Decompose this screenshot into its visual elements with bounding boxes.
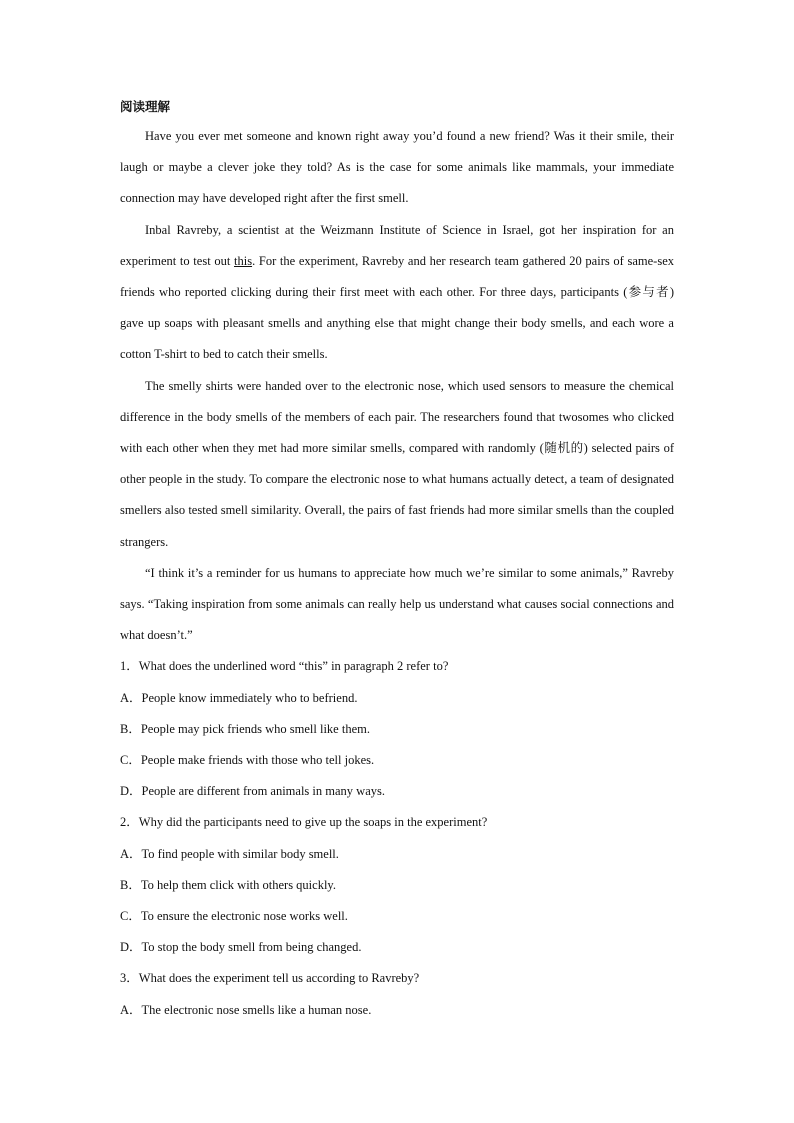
question-text: What does the underlined word “this” in paragraph 2 refer to?	[138, 659, 449, 674]
question-3	[120, 963, 674, 994]
option-text: People may pick friends who smell like them.	[140, 721, 370, 736]
underlined-word: this	[234, 253, 253, 268]
passage-paragraph-2	[120, 215, 674, 371]
question-1-option-d	[120, 776, 674, 807]
option-text: To find people with similar body smell.	[141, 846, 339, 861]
option-text: The electronic nose smells like a human nose.	[141, 1002, 372, 1017]
question-1-option-a	[120, 683, 674, 714]
question-3-option-a	[120, 995, 674, 1026]
section-heading: 阅读理解	[120, 99, 171, 114]
question-1-option-c	[120, 745, 674, 776]
passage-paragraph-1: Have you ever met someone and known right away you’d found a new friend? Was it their smile, their laugh or maybe a clever joke they told? As is the case for some animals like mammals, your immediate connection may have developed right after the first smell.	[120, 129, 674, 206]
passage-paragraph-4: “I think it’s a reminder for us humans to appreciate how much we’re similar to some animals,” Ravreby says. “Taking inspiration from some animals can really help us understand what causes social connections and what doesn’t.”	[120, 565, 674, 643]
option-key: A．	[120, 1002, 142, 1017]
option-key: C．	[120, 753, 141, 768]
document-page	[120, 93, 674, 1026]
question-number: 2．	[120, 815, 139, 830]
question-2-option-c	[120, 901, 674, 932]
paragraph-2-text-after: . For the experiment, Ravreby and her research team gathered 20 pairs of same-sex friends who reported clicking during their first meet with each other. For three days, participants (参与者) gave up soaps with pleasant smells and anything else that might change their body smells, and each wore a cotton T-shirt to bed to catch their smells.	[120, 253, 675, 362]
option-key: A．	[120, 690, 142, 705]
question-2-option-a	[120, 839, 674, 870]
option-text: People are different from animals in many ways.	[141, 784, 385, 799]
option-text: People make friends with those who tell jokes.	[140, 753, 375, 768]
question-number: 1．	[120, 659, 139, 674]
question-2-option-d	[120, 932, 674, 963]
question-2	[120, 807, 674, 838]
option-text: To ensure the electronic nose works well.	[140, 909, 348, 924]
passage-paragraph-3: The smelly shirts were handed over to the electronic nose, which used sensors to measure the chemical difference in the body smells of the members of each pair. The researchers found that twosomes who clicked with each other when they met had more similar smells, compared with randomly (随机的) selected pairs of other people in the study. To compare the electronic nose to what humans actually detect, a team of designated smellers also tested smell similarity. Overall, the pairs of fast friends had more similar smells than the coupled strangers.	[120, 378, 674, 549]
question-text: What does the experiment tell us according to Ravreby?	[138, 971, 420, 986]
option-key: B．	[120, 877, 141, 892]
option-text: People know immediately who to befriend.	[141, 690, 358, 705]
option-text: To help them click with others quickly.	[140, 877, 336, 892]
question-text: Why did the participants need to give up the soaps in the experiment?	[138, 815, 488, 830]
question-1	[120, 651, 674, 682]
option-key: A．	[120, 846, 142, 861]
question-1-option-b	[120, 714, 674, 745]
question-number: 3．	[120, 971, 139, 986]
question-2-option-b	[120, 870, 674, 901]
option-key: C．	[120, 909, 141, 924]
option-text: To stop the body smell from being changed.	[141, 940, 362, 955]
option-key: D．	[120, 784, 142, 799]
option-key: D．	[120, 940, 142, 955]
paragraph-2-text-before: Inbal Ravreby, a scientist at the Weizmann Institute of Science in Israel, got her inspiration for an experiment to test out	[120, 222, 674, 268]
option-key: B．	[120, 721, 141, 736]
